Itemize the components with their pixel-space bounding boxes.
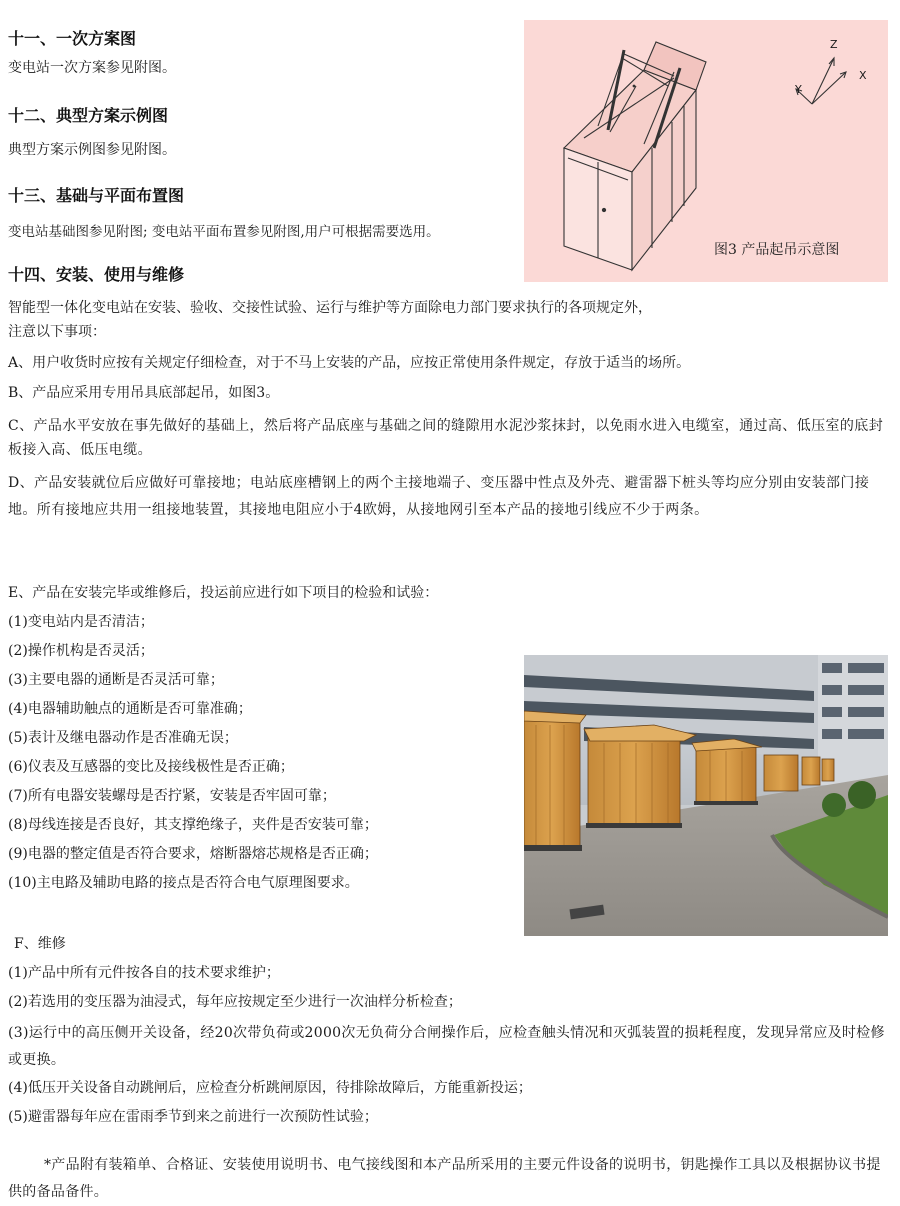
list-item: (1)变电站内是否清洁； [8, 614, 154, 630]
list-item: (9)电器的整定值是否符合要求，熔断器熔芯规格是否正确； [8, 846, 378, 862]
item-f-title: F、维修 [14, 936, 66, 952]
heading-section-11: 十一、一次方案图 [8, 29, 137, 48]
section-12-text: 典型方案示例图参见附图。 [8, 142, 176, 158]
section-11-text: 变电站一次方案参见附图。 [8, 60, 176, 76]
substation-row-illustration [524, 655, 888, 936]
figure-3-lifting-diagram [524, 20, 888, 282]
list-item: (6)仪表及互感器的变比及接线极性是否正确； [8, 759, 294, 775]
list-item: (3)主要电器的通断是否灵活可靠； [8, 672, 224, 688]
heading-section-13: 十三、基础与平面布置图 [8, 186, 185, 205]
axis-label-x: X [859, 69, 867, 82]
list-item: (10)主电路及辅助电路的接点是否符合电气原理图要求。 [8, 875, 359, 891]
axis-label-y: Y [795, 83, 802, 96]
list-item: (2)若选用的变压器为油浸式，每年应按规定至少进行一次油样分析检查； [8, 994, 462, 1010]
axis-label-z: Z [830, 38, 838, 51]
heading-section-12: 十二、典型方案示例图 [8, 106, 169, 125]
section-14-intro-2: 注意以下事项： [8, 324, 106, 340]
section-13-text: 变电站基础图参见附图; 变电站平面布置参见附图,用户可根据需要选用。 [8, 224, 440, 240]
section-14-intro-1: 智能型一体化变电站在安装、验收、交接性试验、运行与维护等方面除电力部门要求执行的各项规定外， [8, 300, 652, 316]
list-item: (2)操作机构是否灵活； [8, 643, 154, 659]
list-item: (1)产品中所有元件按各自的技术要求维护； [8, 965, 280, 981]
item-b: B、产品应采用专用吊具底部起吊，如图3。 [8, 385, 280, 401]
list-item: (4)电器辅助触点的通断是否可靠准确； [8, 701, 252, 717]
item-d: D、产品安装就位后应做好可靠接地；电站底座槽钢上的两个主接地端子、变压器中性点及外壳、避雷器下桩头等均应分别由安装部门接地。所有接地应共用一组接地装置，其接地电阻应小于4欧姆，从接地网引至本产品的接地引线应不少于两条。 [8, 475, 870, 518]
list-item: (5)避雷器每年应在雷雨季节到来之前进行一次预防性试验； [8, 1109, 378, 1125]
item-e-title: E、产品在安装完毕或维修后，投运前应进行如下项目的检验和试验： [8, 585, 439, 601]
item-c: C、产品水平安放在事先做好的基础上，然后将产品底座与基础之间的缝隙用水泥沙浆抹封，以免雨水进入电缆室，通过高、低压室的底封板接入高、低压电缆。 [8, 418, 884, 458]
figure-3-caption: 图3 产品起吊示意图 [714, 242, 840, 258]
list-item: (4)低压开关设备自动跳闸后，应检查分析跳闸原因，待排除故障后，方能重新投运； [8, 1080, 532, 1096]
list-item: (8)母线连接是否良好，其支撑绝缘子，夹件是否安装可靠； [8, 817, 378, 833]
footnote: *产品附有装箱单、合格证、安装使用说明书、电气接线图和本产品所采用的主要元件设备的说明书，钥匙操作工具以及根据协议书提供的备品备件。 [8, 1157, 881, 1200]
list-item: (7)所有电器安装螺母是否拧紧，安装是否牢固可靠； [8, 788, 336, 804]
list-item: (3)运行中的高压侧开关设备，经20次带负荷或2000次无负荷分合闸操作后，应检查触头情况和灭弧装置的损耗程度，发现异常应及时检修或更换。 [8, 1025, 885, 1068]
heading-section-14: 十四、安装、使用与维修 [8, 265, 185, 284]
list-item: (5)表计及继电器动作是否准确无误； [8, 730, 238, 746]
substation-photo [524, 655, 888, 936]
item-a: A、用户收货时应按有关规定仔细检查，对于不马上安装的产品，应按正常使用条件规定，存放于适当的场所。 [8, 355, 691, 371]
